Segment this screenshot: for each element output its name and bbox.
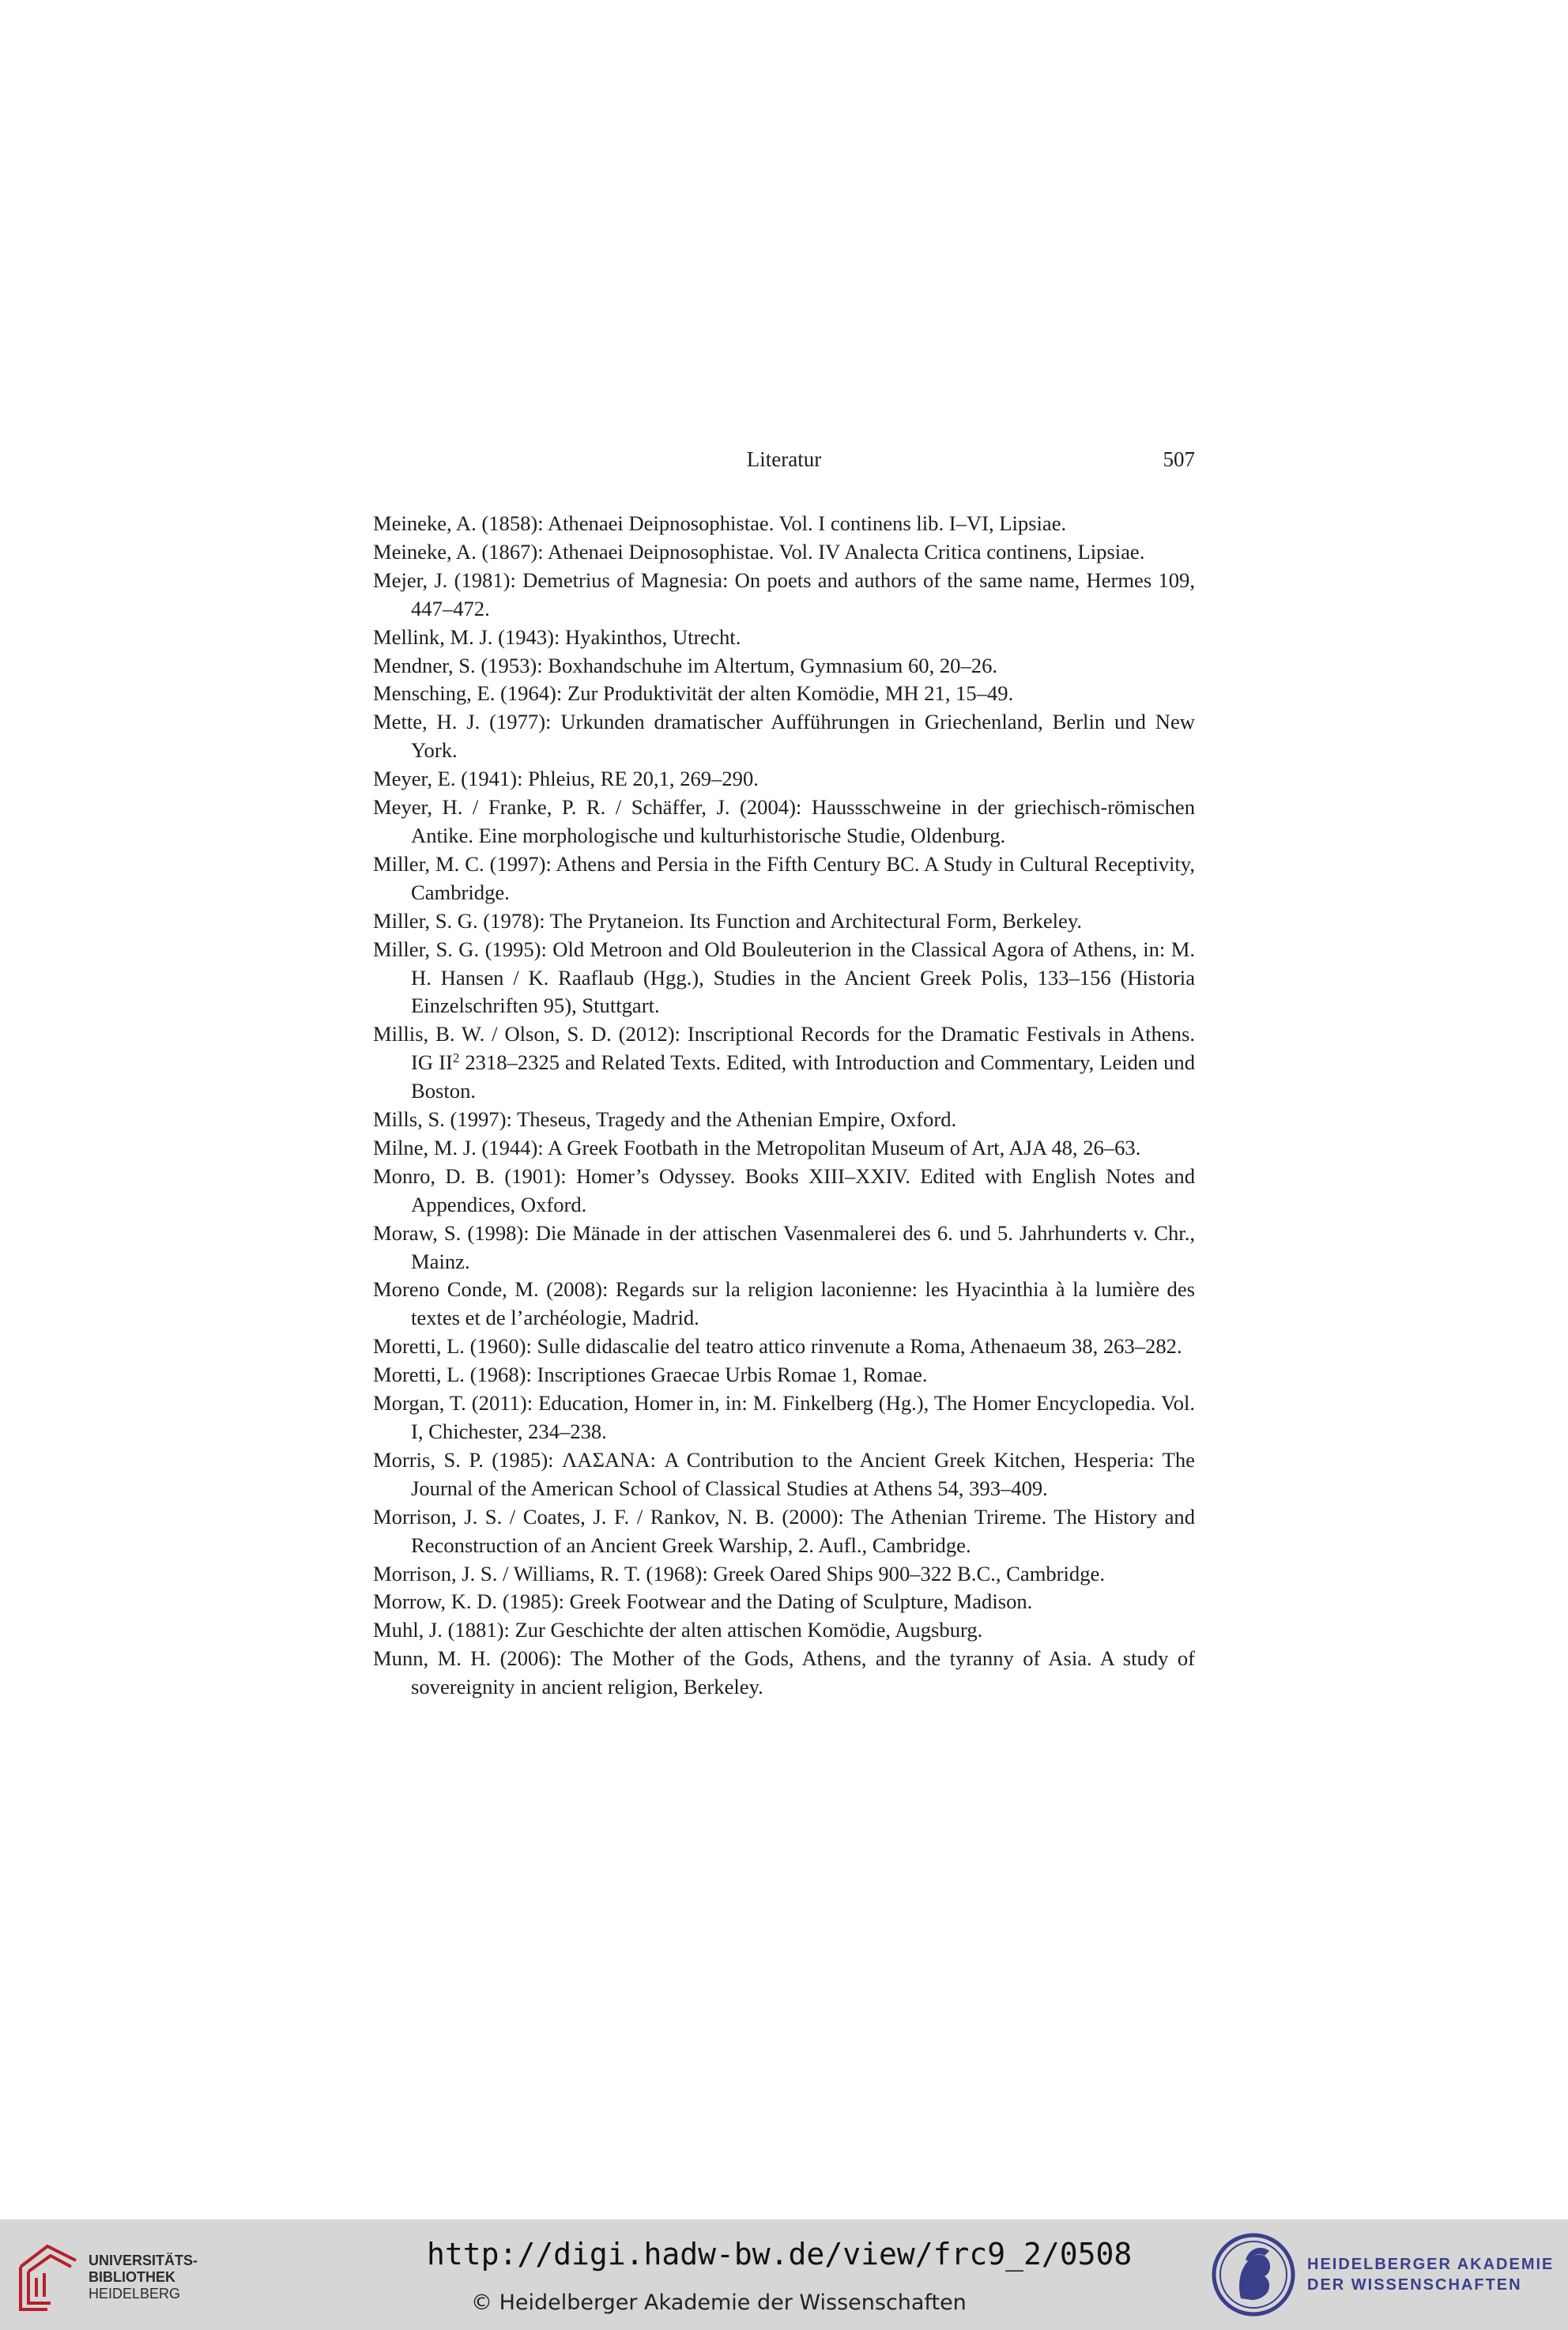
library-name-line-2: BIBLIOTHEK bbox=[89, 2269, 175, 2285]
reference-entry: Mejer, J. (1981): Demetrius of Magnesia: On poets and authors of the same name, Hermes 109, 447–472. bbox=[373, 567, 1195, 620]
reference-entry: Meineke, A. (1867): Athenaei Deipnosophistae. Vol. IV Analecta Critica continens, Lipsiae. bbox=[373, 539, 1145, 564]
reference-entry: Morrow, K. D. (1985): Greek Footwear and the Dating of Sculpture, Madison. bbox=[373, 1589, 1033, 1614]
reference-entry: Moreno Conde, M. (2008): Regards sur la religion laconienne: les Hyacinthia à la lumière des textes et de l’archéologie, Madrid. bbox=[373, 1277, 1195, 1330]
reference-entry: Morris, S. P. (1985): ΛΑΣΑΝΑ: A Contribution to the Ancient Greek Kitchen, Hesperia: The Journal of the American School of Classical Studies at Athens 54, 393–409. bbox=[373, 1447, 1195, 1500]
ub-heidelberg-logo-icon bbox=[16, 2237, 82, 2316]
reference-entry: Mette, H. J. (1977): Urkunden dramatischer Aufführungen in Griechenland, Berlin und New York. bbox=[373, 710, 1195, 763]
bibliography-list bbox=[373, 510, 1195, 1702]
reference-text: Millis, B. W. / Olson, S. D. (2012): Inscriptional Records for the Dramatic Festivals in Athens. IG II bbox=[373, 1022, 1195, 1075]
running-head bbox=[373, 447, 1195, 477]
academy-name-line-1: HEIDELBERGER AKADEMIE bbox=[1307, 2256, 1555, 2273]
reference-entry: Mensching, E. (1964): Zur Produktivität der alten Komödie, MH 21, 15–49. bbox=[373, 681, 1014, 706]
digitization-footer bbox=[0, 2219, 1568, 2330]
page-number: 507 bbox=[1163, 447, 1195, 471]
library-name-line-3: HEIDELBERG bbox=[89, 2286, 181, 2302]
reference-entry: Moretti, L. (1968): Inscriptiones Graecae Urbis Romae 1, Romae. bbox=[373, 1363, 928, 1387]
reference-text: 2318–2325 and Related Texts. Edited, with Introduction and Commentary, Leiden und Boston. bbox=[411, 1050, 1196, 1103]
reference-entry: Mellink, M. J. (1943): Hyakinthos, Utrecht. bbox=[373, 624, 741, 649]
reference-entry: Mills, S. (1997): Theseus, Tragedy and the Athenian Empire, Oxford. bbox=[373, 1107, 957, 1132]
university-library-logo[interactable] bbox=[16, 2237, 221, 2316]
reference-entry bbox=[373, 1020, 1195, 1106]
academy-logo[interactable] bbox=[1209, 2230, 1557, 2319]
reference-entry: Monro, D. B. (1901): Homer’s Odyssey. Books XIII–XXIV. Edited with English Notes and Appendices, Oxford. bbox=[373, 1163, 1195, 1216]
athena-seal-icon bbox=[1209, 2230, 1298, 2319]
reference-entry: Moretti, L. (1960): Sulle didascalie del teatro attico rinvenute a Roma, Athenaeum 38, 263–282. bbox=[373, 1334, 1182, 1359]
running-head-title: Literatur bbox=[746, 447, 822, 471]
reference-entry: Moraw, S. (1998): Die Mänade in der attischen Vasenmalerei des 6. und 5. Jahrhunderts v. Chr., Mainz. bbox=[373, 1220, 1195, 1273]
library-name-line-1: UNIVERSITÄTS- bbox=[89, 2253, 198, 2268]
reference-entry: Muhl, J. (1881): Zur Geschichte der alten attischen Komödie, Augsburg. bbox=[373, 1618, 983, 1642]
reference-entry: Mendner, S. (1953): Boxhandschuhe im Altertum, Gymnasium 60, 20–26. bbox=[373, 653, 998, 677]
reference-entry: Morgan, T. (2011): Education, Homer in, in: M. Finkelberg (Hg.), The Homer Encyclopedia. Vol. I, Chichester, 234–238. bbox=[373, 1391, 1195, 1443]
academy-name-line-2: DER WISSENSCHAFTEN bbox=[1307, 2276, 1522, 2294]
reference-entry: Miller, S. G. (1978): The Prytaneion. Its Function and Architectural Form, Berkeley. bbox=[373, 908, 1083, 933]
reference-entry: Morrison, J. S. / Coates, J. F. / Rankov, N. B. (2000): The Athenian Trireme. The History and Reconstruction of an Ancient Greek Warship, 2. Aufl., Cambridge. bbox=[373, 1504, 1195, 1557]
permalink-url[interactable]: http://digi.hadw-bw.de/view/frc9_2/0508 bbox=[427, 2237, 1133, 2272]
reference-entry: Morrison, J. S. / Williams, R. T. (1968): Greek Oared Ships 900–322 B.C., Cambridge. bbox=[373, 1561, 1105, 1585]
copyright-notice: © Heidelberger Akademie der Wissenschaften bbox=[471, 2290, 967, 2315]
reference-entry: Miller, M. C. (1997): Athens and Persia in the Fifth Century BC. A Study in Cultural Receptivity, Cambridge. bbox=[373, 851, 1195, 904]
superscript: 2 bbox=[452, 1050, 460, 1066]
library-name bbox=[89, 2253, 198, 2302]
academy-name bbox=[1307, 2254, 1554, 2295]
reference-entry: Meyer, E. (1941): Phleius, RE 20,1, 269–290. bbox=[373, 767, 759, 791]
reference-entry: Munn, M. H. (2006): The Mother of the Gods, Athens, and the tyranny of Asia. A study of sovereignity in ancient religion, Berkeley. bbox=[373, 1646, 1195, 1699]
reference-entry: Meineke, A. (1858): Athenaei Deipnosophistae. Vol. I continens lib. I–VI, Lipsiae. bbox=[373, 511, 1067, 535]
reference-entry: Milne, M. J. (1944): A Greek Footbath in the Metropolitan Museum of Art, AJA 48, 26–63. bbox=[373, 1135, 1141, 1159]
reference-entry: Meyer, H. / Franke, P. R. / Schäffer, J. (2004): Haussschweine in der griechisch-römischen Antike. Eine morphologische und kulturhistorische Studie, Oldenburg. bbox=[373, 795, 1195, 847]
reference-entry: Miller, S. G. (1995): Old Metroon and Old Bouleuterion in the Classical Agora of Athens, in: M. H. Hansen / K. Raaflaub (Hgg.), Studies in the Ancient Greek Polis, 133–156 (Historia Einzelschriften 95), Stuttgart. bbox=[373, 937, 1195, 1018]
